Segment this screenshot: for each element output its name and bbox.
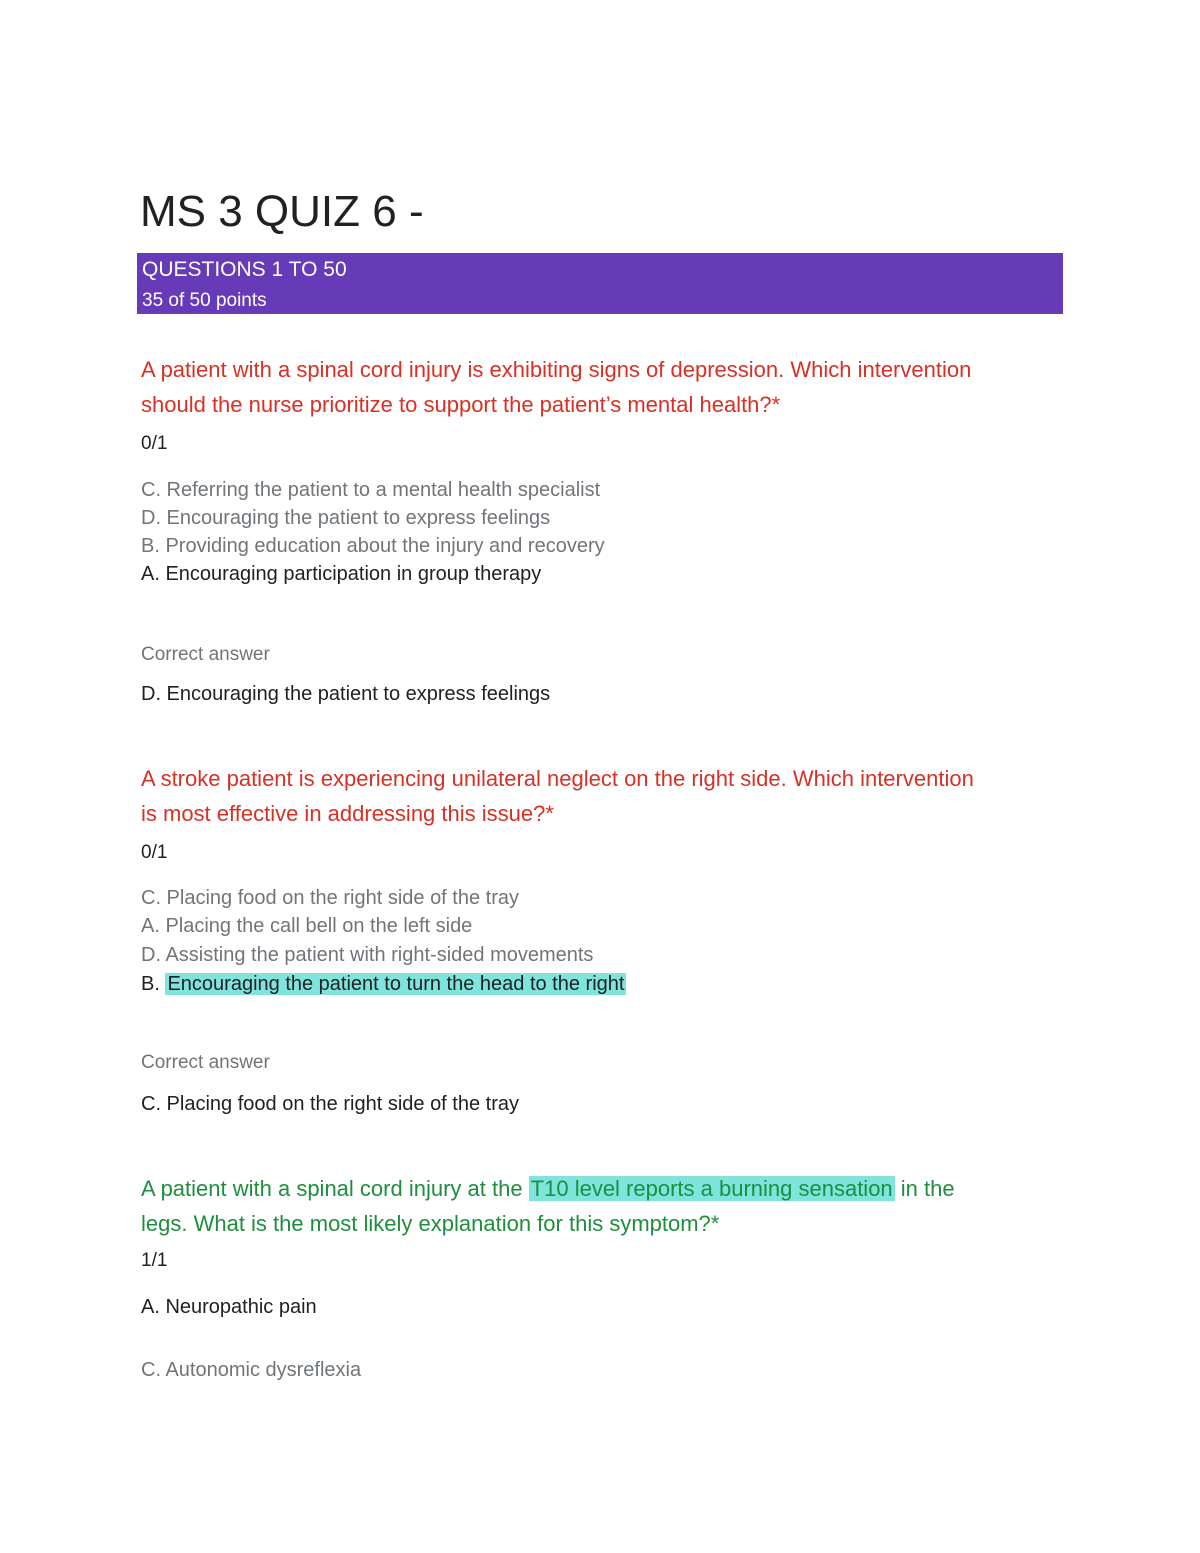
selected-answer-option[interactable]: A. Neuropathic pain	[141, 1296, 317, 1318]
question-score: 1/1	[141, 1250, 168, 1271]
question-score: 0/1	[141, 433, 168, 454]
answer-option[interactable]: D. Assisting the patient with right-sided movements	[141, 944, 594, 966]
question-text	[141, 761, 1061, 831]
question-text-segment: A patient with a spinal cord injury at the	[141, 1176, 529, 1201]
question-text	[141, 352, 1061, 422]
correct-answer-value: D. Encouraging the patient to express feelings	[141, 683, 551, 705]
question-text	[141, 1171, 1061, 1241]
question-text-line	[141, 1171, 1061, 1206]
answer-option[interactable]: B. Providing education about the injury and recovery	[141, 535, 605, 557]
question-text-line: A stroke patient is experiencing unilateral neglect on the right side. Which intervention	[141, 766, 974, 791]
section-title: QUESTIONS 1 TO 50	[142, 258, 347, 281]
question-text-line: legs. What is the most likely explanation for this symptom?*	[141, 1211, 720, 1236]
section-points: 35 of 50 points	[142, 290, 267, 311]
option-letter: B.	[141, 973, 166, 995]
selected-answer-option[interactable]	[141, 970, 626, 998]
highlighted-option-text: Encouraging the patient to turn the head to the right	[167, 973, 625, 995]
question-text-line: should the nurse prioritize to support the patient’s mental health?*	[141, 392, 781, 417]
correct-answer-label: Correct answer	[141, 644, 270, 665]
correct-answer-value: C. Placing food on the right side of the tray	[141, 1093, 519, 1115]
selected-answer-option[interactable]: A. Encouraging participation in group therapy	[141, 563, 542, 585]
answer-option[interactable]: A. Placing the call bell on the left side	[141, 915, 473, 937]
answer-option[interactable]: C. Referring the patient to a mental health specialist	[141, 479, 601, 501]
correct-answer-label: Correct answer	[141, 1052, 270, 1073]
page-title: MS 3 QUIZ 6 -	[140, 187, 424, 236]
question-score: 0/1	[141, 842, 168, 863]
highlighted-question-text: T10 level reports a burning sensation	[530, 1176, 893, 1201]
answer-option[interactable]: D. Encouraging the patient to express feelings	[141, 507, 551, 529]
question-text-segment: in the	[894, 1176, 955, 1201]
question-text-line: is most effective in addressing this issue?*	[141, 801, 554, 826]
answer-option[interactable]: C. Placing food on the right side of the tray	[141, 887, 519, 909]
answer-option[interactable]: C. Autonomic dysreflexia	[141, 1359, 362, 1381]
question-text-line: A patient with a spinal cord injury is exhibiting signs of depression. Which intervention	[141, 357, 972, 382]
